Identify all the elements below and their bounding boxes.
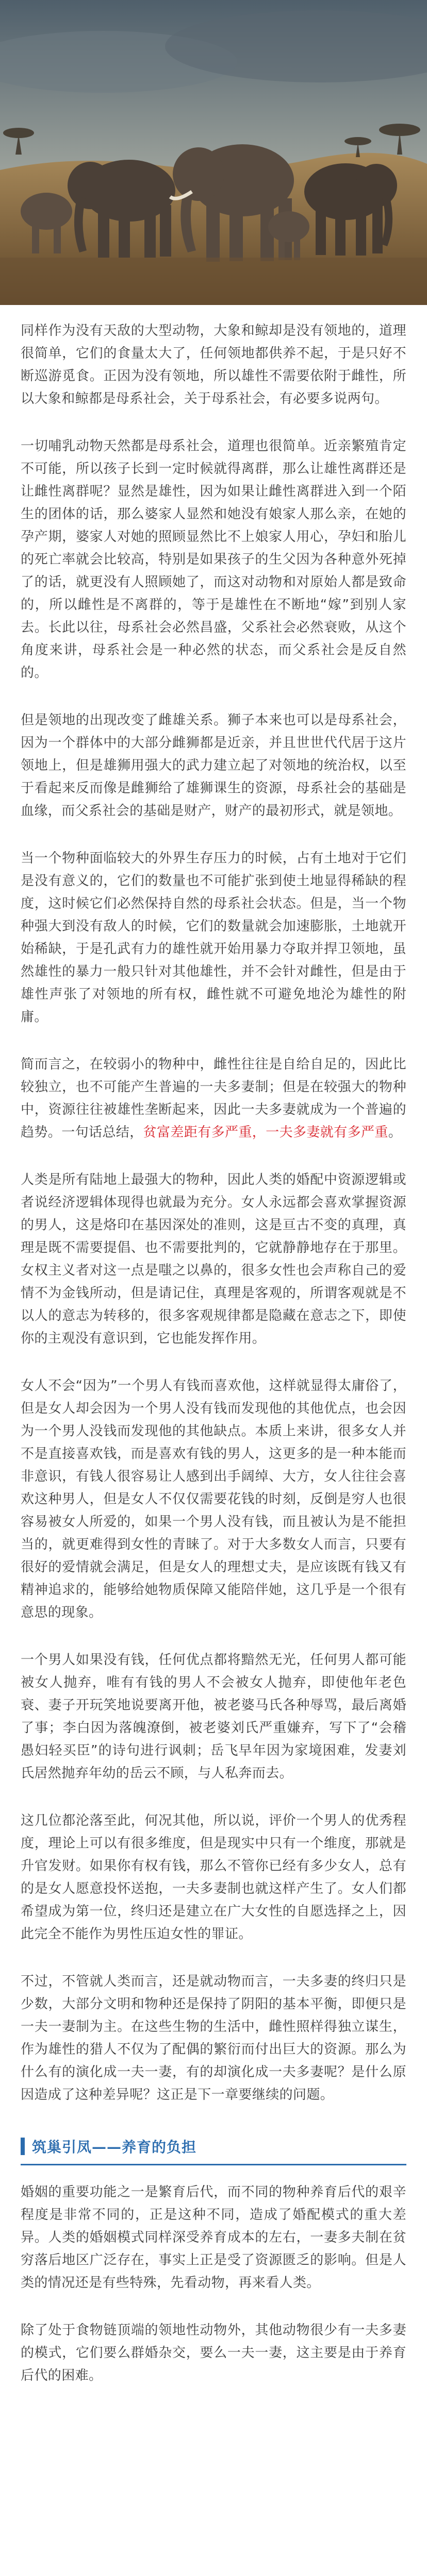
paragraph-with-highlight [21, 1053, 406, 1144]
paragraph: 女人不会“因为”一个男人有钱而喜欢他，这样就显得太庸俗了，但是女人却会因为一个男人没有钱而发现他的其他优点，也会因为一个男人没钱而发现他的其他缺点。本质上来讲，很多女人并不是直接喜欢钱，而是喜欢有钱的男人，这更多的是一种本能而非意识，有钱人很容易让人感到出手阔绰、大方，女人往往会喜欢这种男人，但是女人不仅仅需要花钱的时刻，反倒是穷人也很容易被女人所爱的，如果一个男人没有钱，而且被认为是不能担当的，就更难得到女性的青睐了。对于大多数女人而言，只要有很好的爱情就会满足，但是女人的理想丈夫，是应该既有钱又有精神追求的，能够给她物质保障又能陪伴她，这几乎是一个很有意思的现象。 [21, 1378, 406, 1620]
highlighted-text: 贫富差距有多严重，一夫多妻就有多严重 [143, 1125, 388, 1140]
heading-accent-bar [21, 2138, 25, 2155]
paragraph: 但是领地的出现改变了雌雄关系。狮子本来也可以是母系社会，因为一个群体中的大部分雌狮都是近亲，并且世世代代居于这片领地上，但是雄狮用强大的武力建立起了对领地的统治权，以至于看起来反而像是雌狮给了雄狮课生的资源，母系社会的基础是血缘，而父系社会的基础是财产，财产的最初形式，就是领地。 [21, 713, 406, 819]
article-body [0, 305, 427, 2387]
paragraph: 不过，不管就人类而言，还是就动物而言，一夫多妻的终归只是少数，大部分文明和物种还是保持了阴阳的基本平衡，即便只是一夫一妻制为主。在这些生物的生活中，雌性照样得独立谋生，作为雄性的猎人不仅为了配偶的繁衍而付出巨大的资源。那么为什么有的演化成一夫一妻，有的却演化成一夫多妻呢？是什么原因造成了这种差异呢？这正是下一章要继续的问题。 [21, 1974, 406, 2103]
hero-image [0, 0, 427, 305]
paragraph: 这几位都沦落至此，何况其他，所以说，评价一个男人的优秀程度，理论上可以有很多维度，但是现实中只有一个维度，那就是升官发财。如果你有权有钱，那么不管你已经有多少女人，总有的是女人愿意投怀送抱，一夫多妻制也就这样产生了。女人们都希望成为第一位，终归还是建立在广大女性的自愿选择之上，因此完全不能作为男性压迫女性的罪证。 [21, 1813, 406, 1942]
paragraph: 当一个物种面临较大的外界生存压力的时候，占有土地对于它们是没有意义的，它们的数量也不可能扩张到使土地显得稀缺的程度，这时候它们必然保持自然的母系社会状态。但是，当一个物种强大到没有敌人的时候，它们的数量就会加速膨胀，土地就开始稀缺，于是孔武有力的雄性就开始用暴力夺取并捍卫领地，虽然雄性的暴力一般只针对其他雄性，并不会针对雌性，但是由于雄性声张了对领地的所有权，雌性就不可避免地沦为雄性的附庸。 [21, 851, 406, 1025]
paragraph: 婚姻的重要功能之一是繁育后代，而不同的物种养育后代的艰辛程度是非常不同的，正是这种不同，造成了婚配模式的重大差异。人类的婚姻模式同样深受养育成本的左右，一妻多夫制在贫穷落后地区广泛存在，事实上正是受了资源匮乏的影响。但是人类的情况还是有些特殊，先看动物，再来看人类。 [21, 2184, 406, 2291]
paragraph-text: 。 [388, 1125, 402, 1140]
paragraph-text: 简而言之，在较弱小的物种中，雌性往往是自给自足的，因此比较独立，也不可能产生普遍的一夫多妻制；但是在较强大的物种中，资源往往被雄性垄断起来，因此一夫多妻就成为一个普遍的趋势。一句话总结， [21, 1057, 406, 1140]
elephant-herd-illustration [0, 0, 427, 305]
paragraph: 人类是所有陆地上最强大的物种，因此人类的婚配中资源逻辑或者说经济逻辑体现得也就最为充分。女人永远都会喜欢掌握资源的男人，这是烙印在基因深处的准则，这是亘古不变的真理，真理是既不需要提倡、也不需要批判的，它就静静地存在于那里。女权主义者对这一点是嗤之以鼻的，很多女性也会声称自己的爱情不为金钱所动，但是请记住，真理是客观的，所谓客观就是不以人的意志为转移的，很多客观规律都是隐藏在意志之下，即使你的主观没有意识到，它也能发挥作用。 [21, 1172, 406, 1346]
section-heading [21, 2131, 406, 2165]
paragraph: 一个男人如果没有钱，任何优点都将黯然无光，任何男人都可能被女人抛弃，唯有有钱的男人不会被女人抛弃，即使他年老色衰、妻子开玩笑地说要离开他，被老婆马氏各种辱骂，最后离婚了事；李白因为落魄潦倒，被老婆刘氏严重嫌弃，写下了“会稽愚妇轻买臣”的诗句进行讽刺；岳飞早年因为家境困难，发妻刘氏居然抛弃年幼的岳云不顾，与人私奔而去。 [21, 1652, 406, 1781]
section-title: 筑巢引凤——养育的负担 [32, 2139, 197, 2156]
paragraph: 同样作为没有天敌的大型动物，大象和鲸却是没有领地的，道理很简单，它们的食量太大了，任何领地都供养不起，于是只好不断巡游觅食。正因为没有领地，所以雄性不需要依附于雌性，所以大象和鲸都是母系社会，关于母系社会，有必要多说两句。 [21, 323, 406, 406]
paragraph: 一切哺乳动物天然都是母系社会，道理也很简单。近亲繁殖肯定不可能，所以孩子长到一定时候就得离群，那么让雄性离群还是让雌性离群呢？显然是雄性，因为如果让雌性离群进入到一个陌生的团体的话，那么婆家人显然和她没有娘家人那么亲，在她的孕产期，婆家人对她的照顾显然比不上娘家人用心，孕妇和胎儿的死亡率就会比较高，特别是如果孩子的生父因为各种意外死掉了的话，就更没有人照顾她了，而这对动物和对原始人都是致命的，所以雌性是不离群的，等于是雄性在不断地“嫁”到别人家去。长此以往，母系社会必然昌盛，父系社会必然衰败，从这个角度来讲，母系社会是一种必然的状态，而父系社会是反自然的。 [21, 438, 406, 681]
paragraph: 除了处于食物链顶端的领地性动物外，其他动物很少有一夫多妻的模式，它们要么群婚杂交，要么一夫一妻，这主要是由于养育后代的困难。 [21, 2323, 406, 2383]
